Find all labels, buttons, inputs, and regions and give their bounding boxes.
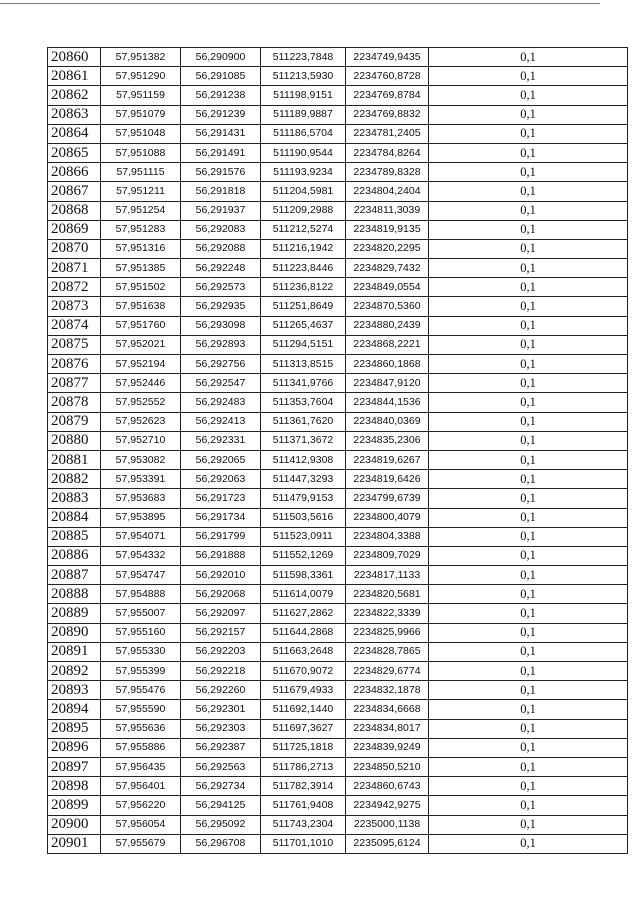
- table-row: [48, 450, 628, 469]
- longitude-cell: 56,291576: [181, 163, 261, 182]
- table-row: [48, 508, 628, 527]
- table-row: [48, 700, 628, 719]
- longitude-cell: 56,293098: [181, 316, 261, 335]
- longitude-cell: 56,292248: [181, 259, 261, 278]
- point-number-cell: 20896: [48, 738, 101, 757]
- x-coordinate-cell: 511743,2304: [261, 815, 346, 834]
- y-coordinate-cell: 2234799,6739: [346, 489, 429, 508]
- y-coordinate-cell: 2234860,6743: [346, 777, 429, 796]
- longitude-cell: 56,292331: [181, 431, 261, 450]
- latitude-cell: 57,953895: [101, 508, 181, 527]
- x-coordinate-cell: 511663,2648: [261, 642, 346, 661]
- accuracy-cell: 0,1: [429, 124, 628, 143]
- latitude-cell: 57,952194: [101, 355, 181, 374]
- x-coordinate-cell: 511213,5930: [261, 67, 346, 86]
- latitude-cell: 57,954747: [101, 566, 181, 585]
- point-number-cell: 20894: [48, 700, 101, 719]
- table-row: [48, 182, 628, 201]
- y-coordinate-cell: 2234847,9120: [346, 374, 429, 393]
- longitude-cell: 56,291085: [181, 67, 261, 86]
- longitude-cell: 56,292083: [181, 220, 261, 239]
- point-number-cell: 20886: [48, 546, 101, 565]
- longitude-cell: 56,292483: [181, 393, 261, 412]
- y-coordinate-cell: 2234809,7029: [346, 546, 429, 565]
- accuracy-cell: 0,1: [429, 719, 628, 738]
- longitude-cell: 56,292063: [181, 470, 261, 489]
- latitude-cell: 57,955636: [101, 719, 181, 738]
- accuracy-cell: 0,1: [429, 681, 628, 700]
- longitude-cell: 56,292260: [181, 681, 261, 700]
- x-coordinate-cell: 511701,1010: [261, 834, 346, 853]
- latitude-cell: 57,955399: [101, 662, 181, 681]
- y-coordinate-cell: 2234942,9275: [346, 796, 429, 815]
- table-row: [48, 738, 628, 757]
- y-coordinate-cell: 2234817,1133: [346, 566, 429, 585]
- accuracy-cell: 0,1: [429, 412, 628, 431]
- x-coordinate-cell: 511186,5704: [261, 124, 346, 143]
- accuracy-cell: 0,1: [429, 527, 628, 546]
- point-number-cell: 20862: [48, 86, 101, 105]
- longitude-cell: 56,292065: [181, 450, 261, 469]
- longitude-cell: 56,292301: [181, 700, 261, 719]
- latitude-cell: 57,956435: [101, 757, 181, 776]
- accuracy-cell: 0,1: [429, 143, 628, 162]
- table-row: [48, 431, 628, 450]
- y-coordinate-cell: 2234784,8264: [346, 143, 429, 162]
- x-coordinate-cell: 511236,8122: [261, 278, 346, 297]
- accuracy-cell: 0,1: [429, 239, 628, 258]
- y-coordinate-cell: 2234800,4079: [346, 508, 429, 527]
- point-number-cell: 20871: [48, 259, 101, 278]
- longitude-cell: 56,292303: [181, 719, 261, 738]
- x-coordinate-cell: 511523,0911: [261, 527, 346, 546]
- accuracy-cell: 0,1: [429, 757, 628, 776]
- latitude-cell: 57,953391: [101, 470, 181, 489]
- x-coordinate-cell: 511614,0079: [261, 585, 346, 604]
- accuracy-cell: 0,1: [429, 470, 628, 489]
- longitude-cell: 56,296708: [181, 834, 261, 853]
- y-coordinate-cell: 2234834,8017: [346, 719, 429, 738]
- table-row: [48, 278, 628, 297]
- latitude-cell: 57,951283: [101, 220, 181, 239]
- point-number-cell: 20867: [48, 182, 101, 201]
- latitude-cell: 57,955160: [101, 623, 181, 642]
- accuracy-cell: 0,1: [429, 662, 628, 681]
- accuracy-cell: 0,1: [429, 566, 628, 585]
- accuracy-cell: 0,1: [429, 355, 628, 374]
- latitude-cell: 57,952552: [101, 393, 181, 412]
- x-coordinate-cell: 511223,7848: [261, 48, 346, 67]
- x-coordinate-cell: 511761,9408: [261, 796, 346, 815]
- accuracy-cell: 0,1: [429, 642, 628, 661]
- table-row: [48, 239, 628, 258]
- x-coordinate-cell: 511479,9153: [261, 489, 346, 508]
- point-number-cell: 20875: [48, 335, 101, 354]
- accuracy-cell: 0,1: [429, 297, 628, 316]
- point-number-cell: 20866: [48, 163, 101, 182]
- point-number-cell: 20860: [48, 48, 101, 67]
- x-coordinate-cell: 511341,9766: [261, 374, 346, 393]
- table-row: [48, 335, 628, 354]
- point-number-cell: 20898: [48, 777, 101, 796]
- latitude-cell: 57,952446: [101, 374, 181, 393]
- longitude-cell: 56,290900: [181, 48, 261, 67]
- y-coordinate-cell: 2234820,2295: [346, 239, 429, 258]
- y-coordinate-cell: 2234819,6267: [346, 450, 429, 469]
- point-number-cell: 20864: [48, 124, 101, 143]
- y-coordinate-cell: 2234840,0369: [346, 412, 429, 431]
- y-coordinate-cell: 2234822,3339: [346, 604, 429, 623]
- x-coordinate-cell: 511552,1269: [261, 546, 346, 565]
- table-row: [48, 374, 628, 393]
- point-number-cell: 20897: [48, 757, 101, 776]
- longitude-cell: 56,291723: [181, 489, 261, 508]
- x-coordinate-cell: 511204,5981: [261, 182, 346, 201]
- accuracy-cell: 0,1: [429, 201, 628, 220]
- longitude-cell: 56,292387: [181, 738, 261, 757]
- x-coordinate-cell: 511353,7604: [261, 393, 346, 412]
- accuracy-cell: 0,1: [429, 738, 628, 757]
- latitude-cell: 57,955679: [101, 834, 181, 853]
- y-coordinate-cell: 2234834,6668: [346, 700, 429, 719]
- longitude-cell: 56,292157: [181, 623, 261, 642]
- y-coordinate-cell: 2234835,2306: [346, 431, 429, 450]
- x-coordinate-cell: 511786,2713: [261, 757, 346, 776]
- point-number-cell: 20899: [48, 796, 101, 815]
- accuracy-cell: 0,1: [429, 220, 628, 239]
- longitude-cell: 56,292068: [181, 585, 261, 604]
- longitude-cell: 56,292935: [181, 297, 261, 316]
- latitude-cell: 57,952623: [101, 412, 181, 431]
- y-coordinate-cell: 2234789,8328: [346, 163, 429, 182]
- x-coordinate-cell: 511503,5616: [261, 508, 346, 527]
- accuracy-cell: 0,1: [429, 546, 628, 565]
- table-row: [48, 815, 628, 834]
- y-coordinate-cell: 2234819,9135: [346, 220, 429, 239]
- x-coordinate-cell: 511627,2862: [261, 604, 346, 623]
- x-coordinate-cell: 511251,8649: [261, 297, 346, 316]
- longitude-cell: 56,292218: [181, 662, 261, 681]
- point-number-cell: 20887: [48, 566, 101, 585]
- point-number-cell: 20883: [48, 489, 101, 508]
- accuracy-cell: 0,1: [429, 489, 628, 508]
- y-coordinate-cell: 2234844,1536: [346, 393, 429, 412]
- latitude-cell: 57,951088: [101, 143, 181, 162]
- y-coordinate-cell: 2234880,2439: [346, 316, 429, 335]
- point-number-cell: 20869: [48, 220, 101, 239]
- x-coordinate-cell: 511223,8446: [261, 259, 346, 278]
- accuracy-cell: 0,1: [429, 67, 628, 86]
- longitude-cell: 56,292088: [181, 239, 261, 258]
- point-number-cell: 20889: [48, 604, 101, 623]
- point-number-cell: 20868: [48, 201, 101, 220]
- latitude-cell: 57,954888: [101, 585, 181, 604]
- accuracy-cell: 0,1: [429, 259, 628, 278]
- accuracy-cell: 0,1: [429, 777, 628, 796]
- table-row: [48, 585, 628, 604]
- table-row: [48, 393, 628, 412]
- accuracy-cell: 0,1: [429, 431, 628, 450]
- latitude-cell: 57,953683: [101, 489, 181, 508]
- table-row: [48, 143, 628, 162]
- point-number-cell: 20884: [48, 508, 101, 527]
- point-number-cell: 20901: [48, 834, 101, 853]
- accuracy-cell: 0,1: [429, 182, 628, 201]
- y-coordinate-cell: 2234819,6426: [346, 470, 429, 489]
- x-coordinate-cell: 511670,9072: [261, 662, 346, 681]
- y-coordinate-cell: 2234811,3039: [346, 201, 429, 220]
- accuracy-cell: 0,1: [429, 450, 628, 469]
- latitude-cell: 57,955330: [101, 642, 181, 661]
- accuracy-cell: 0,1: [429, 700, 628, 719]
- point-number-cell: 20863: [48, 105, 101, 124]
- x-coordinate-cell: 511313,8515: [261, 355, 346, 374]
- table-row: [48, 527, 628, 546]
- accuracy-cell: 0,1: [429, 623, 628, 642]
- longitude-cell: 56,292097: [181, 604, 261, 623]
- point-number-cell: 20874: [48, 316, 101, 335]
- table-row: [48, 662, 628, 681]
- longitude-cell: 56,291818: [181, 182, 261, 201]
- y-coordinate-cell: 2234804,2404: [346, 182, 429, 201]
- y-coordinate-cell: 2234832,1878: [346, 681, 429, 700]
- table-row: [48, 604, 628, 623]
- longitude-cell: 56,291734: [181, 508, 261, 527]
- latitude-cell: 57,956054: [101, 815, 181, 834]
- x-coordinate-cell: 511598,3361: [261, 566, 346, 585]
- x-coordinate-cell: 511412,9308: [261, 450, 346, 469]
- point-number-cell: 20900: [48, 815, 101, 834]
- longitude-cell: 56,291799: [181, 527, 261, 546]
- y-coordinate-cell: 2234804,3388: [346, 527, 429, 546]
- accuracy-cell: 0,1: [429, 105, 628, 124]
- table-row: [48, 259, 628, 278]
- accuracy-cell: 0,1: [429, 374, 628, 393]
- latitude-cell: 57,952021: [101, 335, 181, 354]
- latitude-cell: 57,954332: [101, 546, 181, 565]
- table-row: [48, 834, 628, 853]
- accuracy-cell: 0,1: [429, 86, 628, 105]
- x-coordinate-cell: 511782,3914: [261, 777, 346, 796]
- x-coordinate-cell: 511216,1942: [261, 239, 346, 258]
- table-row: [48, 48, 628, 67]
- table-row: [48, 201, 628, 220]
- table-row: [48, 220, 628, 239]
- table-row: [48, 566, 628, 585]
- table-row: [48, 757, 628, 776]
- accuracy-cell: 0,1: [429, 585, 628, 604]
- point-number-cell: 20879: [48, 412, 101, 431]
- table-row: [48, 163, 628, 182]
- accuracy-cell: 0,1: [429, 508, 628, 527]
- table-row: [48, 796, 628, 815]
- longitude-cell: 56,292893: [181, 335, 261, 354]
- point-number-cell: 20893: [48, 681, 101, 700]
- longitude-cell: 56,291491: [181, 143, 261, 162]
- table-row: [48, 412, 628, 431]
- y-coordinate-cell: 2235000,1138: [346, 815, 429, 834]
- y-coordinate-cell: 2234820,5681: [346, 585, 429, 604]
- y-coordinate-cell: 2234828,7865: [346, 642, 429, 661]
- longitude-cell: 56,292010: [181, 566, 261, 585]
- latitude-cell: 57,951079: [101, 105, 181, 124]
- longitude-cell: 56,295092: [181, 815, 261, 834]
- x-coordinate-cell: 511371,3672: [261, 431, 346, 450]
- table-row: [48, 546, 628, 565]
- x-coordinate-cell: 511447,3293: [261, 470, 346, 489]
- longitude-cell: 56,291888: [181, 546, 261, 565]
- longitude-cell: 56,292203: [181, 642, 261, 661]
- top-border-line: [0, 3, 600, 4]
- point-number-cell: 20865: [48, 143, 101, 162]
- latitude-cell: 57,951115: [101, 163, 181, 182]
- latitude-cell: 57,955007: [101, 604, 181, 623]
- latitude-cell: 57,955886: [101, 738, 181, 757]
- x-coordinate-cell: 511361,7620: [261, 412, 346, 431]
- table-row: [48, 297, 628, 316]
- x-coordinate-cell: 511212,5274: [261, 220, 346, 239]
- longitude-cell: 56,291238: [181, 86, 261, 105]
- longitude-cell: 56,294125: [181, 796, 261, 815]
- latitude-cell: 57,951385: [101, 259, 181, 278]
- table-row: [48, 681, 628, 700]
- latitude-cell: 57,956220: [101, 796, 181, 815]
- y-coordinate-cell: 2234870,5360: [346, 297, 429, 316]
- table-row: [48, 489, 628, 508]
- point-number-cell: 20877: [48, 374, 101, 393]
- point-number-cell: 20892: [48, 662, 101, 681]
- table-row: [48, 355, 628, 374]
- latitude-cell: 57,951048: [101, 124, 181, 143]
- accuracy-cell: 0,1: [429, 316, 628, 335]
- point-number-cell: 20872: [48, 278, 101, 297]
- latitude-cell: 57,951290: [101, 67, 181, 86]
- table-row: [48, 105, 628, 124]
- accuracy-cell: 0,1: [429, 278, 628, 297]
- table-row: [48, 719, 628, 738]
- longitude-cell: 56,291239: [181, 105, 261, 124]
- x-coordinate-cell: 511725,1818: [261, 738, 346, 757]
- y-coordinate-cell: 2234868,2221: [346, 335, 429, 354]
- accuracy-cell: 0,1: [429, 48, 628, 67]
- latitude-cell: 57,951382: [101, 48, 181, 67]
- point-number-cell: 20861: [48, 67, 101, 86]
- accuracy-cell: 0,1: [429, 796, 628, 815]
- longitude-cell: 56,292573: [181, 278, 261, 297]
- point-number-cell: 20880: [48, 431, 101, 450]
- table-row: [48, 623, 628, 642]
- longitude-cell: 56,292563: [181, 757, 261, 776]
- table-row: [48, 86, 628, 105]
- coordinates-table: [47, 47, 628, 854]
- y-coordinate-cell: 2234781,2405: [346, 124, 429, 143]
- x-coordinate-cell: 511679,4933: [261, 681, 346, 700]
- accuracy-cell: 0,1: [429, 604, 628, 623]
- coordinates-table-container: [47, 47, 627, 854]
- latitude-cell: 57,951760: [101, 316, 181, 335]
- longitude-cell: 56,292547: [181, 374, 261, 393]
- y-coordinate-cell: 2235095,6124: [346, 834, 429, 853]
- latitude-cell: 57,955476: [101, 681, 181, 700]
- table-row: [48, 470, 628, 489]
- point-number-cell: 20882: [48, 470, 101, 489]
- y-coordinate-cell: 2234829,7432: [346, 259, 429, 278]
- table-row: [48, 642, 628, 661]
- latitude-cell: 57,951502: [101, 278, 181, 297]
- latitude-cell: 57,955590: [101, 700, 181, 719]
- point-number-cell: 20870: [48, 239, 101, 258]
- y-coordinate-cell: 2234760,8728: [346, 67, 429, 86]
- y-coordinate-cell: 2234860,1868: [346, 355, 429, 374]
- accuracy-cell: 0,1: [429, 163, 628, 182]
- table-row: [48, 67, 628, 86]
- latitude-cell: 57,953082: [101, 450, 181, 469]
- point-number-cell: 20888: [48, 585, 101, 604]
- point-number-cell: 20895: [48, 719, 101, 738]
- latitude-cell: 57,951211: [101, 182, 181, 201]
- latitude-cell: 57,951638: [101, 297, 181, 316]
- table-row: [48, 777, 628, 796]
- x-coordinate-cell: 511697,3627: [261, 719, 346, 738]
- x-coordinate-cell: 511193,9234: [261, 163, 346, 182]
- y-coordinate-cell: 2234769,8832: [346, 105, 429, 124]
- table-row: [48, 316, 628, 335]
- x-coordinate-cell: 511189,9887: [261, 105, 346, 124]
- latitude-cell: 57,956401: [101, 777, 181, 796]
- y-coordinate-cell: 2234839,9249: [346, 738, 429, 757]
- point-number-cell: 20890: [48, 623, 101, 642]
- y-coordinate-cell: 2234749,9435: [346, 48, 429, 67]
- latitude-cell: 57,952710: [101, 431, 181, 450]
- point-number-cell: 20876: [48, 355, 101, 374]
- point-number-cell: 20873: [48, 297, 101, 316]
- y-coordinate-cell: 2234825,9966: [346, 623, 429, 642]
- x-coordinate-cell: 511209,2988: [261, 201, 346, 220]
- latitude-cell: 57,951159: [101, 86, 181, 105]
- longitude-cell: 56,292756: [181, 355, 261, 374]
- latitude-cell: 57,954071: [101, 527, 181, 546]
- x-coordinate-cell: 511692,1440: [261, 700, 346, 719]
- y-coordinate-cell: 2234769,8784: [346, 86, 429, 105]
- longitude-cell: 56,291937: [181, 201, 261, 220]
- accuracy-cell: 0,1: [429, 834, 628, 853]
- y-coordinate-cell: 2234829,6774: [346, 662, 429, 681]
- table-body: [48, 48, 628, 854]
- x-coordinate-cell: 511265,4637: [261, 316, 346, 335]
- point-number-cell: 20891: [48, 642, 101, 661]
- accuracy-cell: 0,1: [429, 335, 628, 354]
- table-row: [48, 124, 628, 143]
- y-coordinate-cell: 2234850,5210: [346, 757, 429, 776]
- accuracy-cell: 0,1: [429, 815, 628, 834]
- y-coordinate-cell: 2234849,0554: [346, 278, 429, 297]
- x-coordinate-cell: 511644,2868: [261, 623, 346, 642]
- longitude-cell: 56,291431: [181, 124, 261, 143]
- longitude-cell: 56,292413: [181, 412, 261, 431]
- point-number-cell: 20881: [48, 450, 101, 469]
- point-number-cell: 20885: [48, 527, 101, 546]
- accuracy-cell: 0,1: [429, 393, 628, 412]
- latitude-cell: 57,951316: [101, 239, 181, 258]
- x-coordinate-cell: 511294,5151: [261, 335, 346, 354]
- x-coordinate-cell: 511190,9544: [261, 143, 346, 162]
- longitude-cell: 56,292734: [181, 777, 261, 796]
- x-coordinate-cell: 511198,9151: [261, 86, 346, 105]
- latitude-cell: 57,951254: [101, 201, 181, 220]
- point-number-cell: 20878: [48, 393, 101, 412]
